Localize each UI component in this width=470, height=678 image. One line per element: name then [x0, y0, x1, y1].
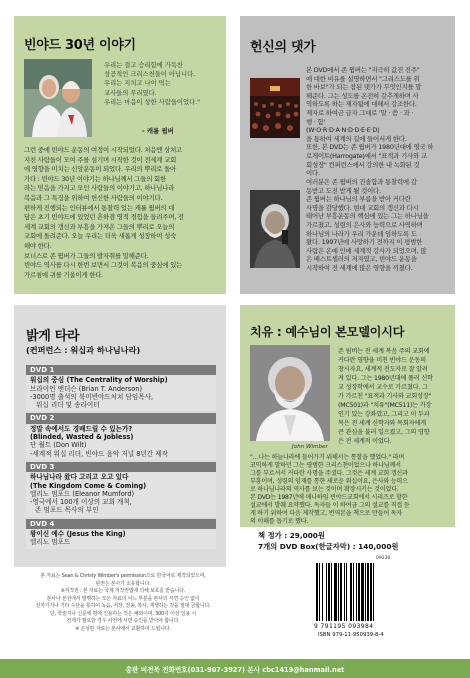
notice-line: 판권은 본사가 소유합니다. — [95, 580, 151, 587]
box-set-price-label: 7개의 DVD Box(한글자막) : — [258, 542, 359, 551]
section-body-top — [306, 66, 452, 178]
body-line: 은 베스트셀러의 저자였고, 빈야드 운동을 — [306, 255, 417, 264]
body-line: 왔다. 1997년에 사망하기 전까지 이 평범한 — [306, 238, 423, 247]
notice-line: 전자기기나 기타 수단을 통하여 녹음, 저장, 전송, 복사, 재생하는 것을 절대 금합니다. — [35, 603, 211, 609]
notice-line: ※ 손상된 자료는 본사에서 교환하여 드립니다. — [75, 625, 171, 632]
body-line: 존 윔버는 전 세계 복음 주의 교회에 — [338, 348, 430, 355]
dvd-line: -3000명 출석의 북미빈야드처치 담임목사, — [30, 392, 154, 401]
dvd-line: 단 윌트 (Don Wilt) — [30, 441, 87, 450]
section-body-bottom — [306, 178, 452, 273]
body-line: 편하게 진행되는 인터뷰에서 통찰력 있는 캐롤 윔버의 대 — [24, 203, 175, 212]
dvd-label: DVD 4 — [30, 519, 55, 528]
body-line: 세계 교회의 갱신과 부흥을 가져온 그들의 뿌리로 오늘의 — [24, 222, 175, 231]
body-line: 존 윔버는 하나님의 부름을 받아 커다란 — [306, 195, 411, 204]
footer-bar — [0, 659, 470, 678]
body-line: "…나는 하늘나라에 들어가기 위해서는 통찰을 했었다." 라며 — [250, 454, 405, 461]
panel-healing — [240, 305, 455, 527]
section-subtitle: (컨퍼런스 : 워십과 하나님나라) — [26, 345, 141, 355]
quote-line: 우리는 지치고 나이 먹는 — [104, 80, 171, 88]
body-line: 부흥이며, 성령의 임재를 통한 새로운 워십이요, 은사와 능력으 — [250, 478, 408, 485]
dvd-title: 하나님나라 왔다 고리고 오고 있다 — [30, 473, 129, 482]
dvd-line: -세계적 워십 리더, 빈야드 음악 저널 8년간 제작 — [30, 449, 168, 458]
body-line: 가르쳤고, 성령의 은사와 능력으로 사역하며 — [306, 220, 423, 229]
body-line: (W·O·R·D·A·N·D·D·E·E·D) — [306, 126, 380, 135]
publisher-name: 총판 비전북 — [125, 666, 160, 674]
body-line: 동받고 도전 받게 될 것이다. — [306, 186, 381, 195]
section-title: 헌신의 댓가 — [250, 40, 316, 55]
dvd-label: DVD 2 — [30, 414, 55, 423]
body-line: (MC501)과 "치유"(MC511)는 가장 — [338, 402, 432, 409]
body-line: 하나님의 나라가 우리 가운데 임하도록 도 — [306, 229, 417, 238]
body-line: 본 DVD는 1987년에 애나하임 빈야드교회에서 시리즈로 할한 — [250, 494, 408, 501]
book-price-label: 책 정가 : — [258, 531, 290, 540]
body-line: 회성장" 컨퍼런스에서 강의한 내 녹화된 것 — [306, 160, 420, 169]
notice-line: 전제가 필요한 경우 사전에 서면 승인을 받아야 합니다. — [66, 618, 180, 624]
john-wimber-portrait — [250, 345, 330, 441]
body-line: 가다 : 빈야드 30년 이야기는 하나님께서 그들의 회한 — [24, 174, 166, 183]
section-body-bottom — [250, 454, 450, 526]
section-title: 치유 : 예수님이 본모델이시다 — [250, 325, 405, 339]
price-block — [258, 530, 398, 552]
body-line: 인기 있는 강좌였고, 그리고 이 두과 — [338, 411, 430, 418]
dvd-line: -영국에서 100개 이상의 교회 개척, — [30, 498, 132, 507]
dvd-item — [26, 462, 216, 517]
dvd-title: 워십의 중심 (The Centrality of Worship) — [30, 376, 168, 385]
body-line: 에 대한 비유를 설명하면서 "그리스도를 위 — [306, 74, 420, 83]
book-price — [258, 530, 398, 541]
dvd-line: (The Kingdom Come & Coming) — [30, 481, 147, 490]
carol-quote — [104, 61, 222, 107]
email-address: cbc1419@hanmail.net — [262, 666, 345, 674]
dvd-title: 정말 속에서도 경배드릴 수 있는가? — [30, 424, 133, 433]
dvd-label: DVD 1 — [30, 366, 55, 374]
section-body-top — [338, 347, 452, 446]
dvd-line: 엘리노 멈포드 — [30, 538, 71, 547]
conference-photo — [250, 78, 300, 138]
dvd-item — [26, 413, 216, 459]
notice-line: 단, 학술지나 신문에 평에 인용하는 것은 예외이며, 300자 이상 인용 시 — [50, 610, 196, 617]
body-line: 큰 관심을 불러 일으켰고, 그의 영향 — [338, 429, 430, 436]
dvd-item — [26, 519, 216, 549]
body-line: 한 바보"가 되는 참된 댓가가 무엇인지를 말 — [306, 83, 422, 92]
body-line: 커다란 영향을 미친 빈야드 운동의 — [338, 357, 426, 364]
panel-cost-of-commitment — [240, 16, 455, 294]
body-line: 은 전 세계적 이었다. — [338, 438, 392, 445]
dvd-line: 워십 리더 및 송라이터 — [36, 401, 100, 410]
body-line: 설교에서 발췌 요약했다. 독자들 이 하여금 그의 설교를 직접 듣 — [250, 502, 410, 509]
dvd-line: 존 멈포드 목사의 부인 — [35, 506, 99, 515]
notice-line: 본사나 본원에서 발행하는 모든 자료의 어느 부분을 본사의 서면 승인 없이 — [46, 595, 200, 602]
body-line: 이다. — [306, 169, 320, 178]
body-line: 라는 믿음을 가지고 모인 사람들의 이야기고, 하나님나라 — [24, 184, 175, 193]
body-line: 가르침에 귀를 기울이게 한다. — [24, 270, 104, 279]
photo-caption: John Wimber — [292, 444, 328, 450]
body-line: 본 DVD에서 존 윔버는 "지극히 값진 진주" — [306, 66, 420, 74]
body-line: 사명을 감당했다. 현대 교회의 갱신과 다시 — [306, 203, 419, 212]
body-line: 해야 한다. — [24, 241, 52, 250]
body-line: 지친 사람들이 모여 주를 섬기며 시작한 것이 전세계 교회 — [24, 155, 177, 164]
body-line: 가 가르친 "표적과 기사와 교회성장" — [338, 393, 432, 400]
dvd-label: DVD 3 — [30, 462, 55, 471]
barcode-addon-number: 09230 — [376, 556, 391, 561]
panel-burn-bright — [14, 305, 226, 567]
barcode-bars — [316, 563, 392, 621]
dvd-item — [26, 365, 216, 411]
quote-line: 우리는 마음이 상한 사람들이었다." — [104, 98, 201, 106]
quote-line: 성공적인 크리스천들이 아닙니다. — [104, 71, 196, 79]
book-price-value: 29,000원 — [289, 531, 325, 540]
dvd-line: 엘리노 멈포드 (Eleanor Mumford) — [30, 489, 135, 498]
couple-photo — [24, 59, 92, 137]
dvd-title: 왕이신 예수 (Jesus the King) — [30, 530, 126, 539]
body-line: 해준다. 그는 성도를 온전히 갖추게하며 사 — [306, 91, 419, 100]
body-line: 로게이트(Harrogate)에서 "표적과 기사와 교 — [306, 151, 427, 160]
body-line: 을 통하여 세계의 길에 들어서게 한다. — [306, 134, 407, 143]
john-wimber-speaking-photo — [250, 190, 300, 268]
body-line: 태어난 부흥운동의 핵심에 있는 그는 하나님을 — [306, 212, 429, 221]
isbn-text: ISBN 979-11-950939-8-4 — [318, 632, 384, 638]
box-set-price — [258, 541, 398, 552]
body-line: 에 영향을 미치는 신앙운동이 되었다. 우리의 뿌리로 돌아 — [24, 165, 177, 174]
dvd-line: (Blinded, Wasted & Jobless) — [30, 433, 134, 442]
body-line: 교 성장학에서 교수로 가르쳤다. 그 — [338, 384, 428, 391]
dvd-list — [26, 365, 216, 549]
body-line: 시작하여 전 세계에 많은 영향을 끼쳤다. — [306, 263, 413, 272]
notice-line: ※저작권 : 본 자료는 국제 저작권법에 의해 보호를 받습니다. — [60, 588, 186, 594]
copyright-notice — [18, 573, 228, 633]
barcode-number: 9 791195 093984 — [314, 623, 374, 630]
quote-line: 교사들의 무리였다. — [104, 89, 157, 97]
body-line: 목은 전 세계 신학자와 목회자에게 — [338, 420, 426, 427]
box-set-price-value: 140,000원 — [358, 542, 399, 551]
office-label: 본사 — [247, 666, 261, 674]
body-line: 제자로 하여금 금자 그대로 '말 · 씀 · 과 · — [306, 108, 414, 117]
body-line: 창시자요, 세계적 전도자로 잘 알려 — [338, 366, 428, 373]
section-title: 빈야드 30년 이야기 — [24, 38, 136, 53]
body-line: 져 있다. 그는 1980년대에 풀러 신학 — [338, 375, 433, 382]
phone-number: 전화번호(031-907-3927) — [162, 666, 245, 674]
section-body — [24, 146, 220, 280]
body-line: 그런 중에 빈야드 운동의 여정이 시작되었다. 처음엔 상처고 — [24, 146, 183, 154]
section-title: 밝게 타라 — [26, 329, 80, 344]
body-line: 복음과 그 특징을 위하여 헌신한 사람들의 이야기다. — [24, 193, 163, 202]
dvd-line: 브라이언 앤더슨 (Brian T. Anderson) — [30, 384, 143, 393]
body-line: 여러분은 존 윔버의 진솔함과 통찰력에 감 — [306, 178, 417, 186]
body-line: 그를 부르셔서 커다란 사명을 주셨다. 그것은 세계 교회 갱신과 — [250, 470, 408, 477]
body-line: 행 · 함' — [306, 117, 325, 126]
footer-text — [0, 664, 470, 674]
body-line: 로 하나님나라의 역사를 보는 것이며 확장시키는 것이었다. — [250, 486, 399, 493]
notice-line: 본 자료는 Sean & Christy Wimber's permission으로 한국어로 제작되었으며, — [40, 573, 206, 579]
body-line: 빈야드 역사를 다시 한번 보면서 그것이 복음의 중심에 있는 — [24, 261, 183, 270]
quote-line: 우리는 결고 승리함에 가득찬 — [104, 62, 183, 69]
body-line: 코믹하게 말하던 그는 평범한 크리스천이었으나 하나님께서 — [250, 462, 401, 469]
body-line: 보너스로 존 윔버가 그들의 발자취를 말해준다. — [24, 251, 149, 260]
body-line: 담은 초기 빈야드에 있었던 흔하겸 영적 경험을 들려주며, 전 — [24, 213, 184, 222]
isbn-barcode — [312, 556, 396, 650]
body-line: 게 하기 위하여 다음 제작했고, 번역본을 책으로 만들어 독자 — [250, 510, 403, 517]
body-line: 또한, 본 DVD는 존 윔버가 1980년대에 영국 하 — [306, 143, 434, 152]
body-line: 사람은 온에 인에 세계적 강사가 되었으며, 많 — [306, 246, 427, 255]
body-line: 의 이해를 돕기로 했다. — [250, 518, 309, 525]
quote-attribution: - 캐롤 윔버 — [142, 127, 174, 135]
panel-vineyard-30-years — [14, 16, 226, 294]
body-line: 교회에 돌려준다. 오늘 우리는 더욱 새롭게 성장하여 성숙 — [24, 232, 177, 241]
body-line: 역하도록 하는 제자됨에 대해서 강조한다. — [306, 100, 417, 109]
